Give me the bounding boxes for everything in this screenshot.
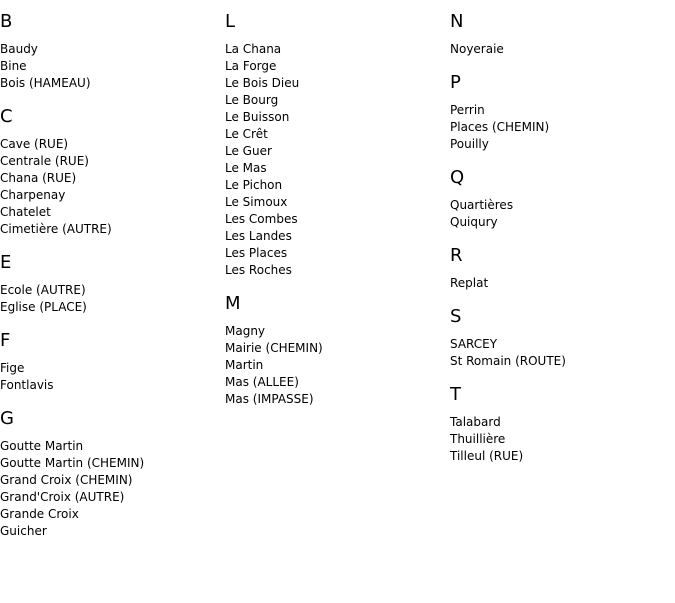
letter-heading: C	[0, 106, 13, 127]
street-link[interactable]: Magny	[225, 324, 266, 338]
letter-group	[225, 11, 445, 279]
street-link[interactable]: Les Places	[225, 246, 288, 260]
letter-heading: T	[450, 384, 461, 405]
letter-group	[450, 72, 670, 153]
street-list	[450, 197, 670, 231]
street-link[interactable]: Perrin	[450, 103, 485, 117]
street-link[interactable]: Mas (ALLEE)	[225, 375, 299, 389]
letter-group	[450, 11, 670, 58]
street-link[interactable]: Guicher	[0, 524, 47, 538]
letter-heading: L	[225, 11, 236, 32]
street-link[interactable]: Le Mas	[225, 161, 267, 175]
street-link[interactable]: Martin	[225, 358, 264, 372]
street-link[interactable]: Noyeraie	[450, 42, 504, 56]
letter-group	[450, 167, 670, 231]
street-list	[450, 414, 670, 465]
street-link[interactable]: Pouilly	[450, 137, 489, 151]
index-column-3	[450, 0, 670, 465]
street-link[interactable]: La Chana	[225, 42, 282, 56]
letter-heading: P	[450, 72, 461, 93]
street-link[interactable]: Le Guer	[225, 144, 272, 158]
street-link[interactable]: Eglise (PLACE)	[0, 300, 87, 314]
street-link[interactable]: Le Bois Dieu	[225, 76, 300, 90]
street-link[interactable]: Le Buisson	[225, 110, 290, 124]
street-link[interactable]: Bois (HAMEAU)	[0, 76, 91, 90]
letter-heading: E	[0, 252, 12, 273]
letter-group	[0, 11, 220, 92]
street-link[interactable]: Les Roches	[225, 263, 292, 277]
letter-heading: G	[0, 408, 14, 429]
street-link[interactable]: St Romain (ROUTE)	[450, 354, 566, 368]
street-link[interactable]: Chatelet	[0, 205, 51, 219]
street-link[interactable]: Mas (IMPASSE)	[225, 392, 314, 406]
street-link[interactable]: Quiqury	[450, 215, 498, 229]
letter-group	[450, 306, 670, 370]
street-list	[0, 41, 220, 92]
letter-heading: F	[0, 330, 11, 351]
street-list	[0, 282, 220, 316]
letter-heading: R	[450, 245, 463, 266]
letter-group	[450, 384, 670, 465]
street-link[interactable]: Ecole (AUTRE)	[0, 283, 86, 297]
street-link[interactable]: Chana (RUE)	[0, 171, 77, 185]
letter-group	[0, 330, 220, 394]
street-link[interactable]: Le Crêt	[225, 127, 268, 141]
street-link[interactable]: Tilleul (RUE)	[450, 449, 524, 463]
index-column-1	[0, 0, 220, 540]
letter-heading: N	[450, 11, 464, 32]
street-link[interactable]: Cimetière (AUTRE)	[0, 222, 112, 236]
letter-heading: M	[225, 293, 241, 314]
street-link[interactable]: Grand'Croix (AUTRE)	[0, 490, 125, 504]
street-link[interactable]: Le Bourg	[225, 93, 279, 107]
street-list	[0, 360, 220, 394]
street-link[interactable]: Les Landes	[225, 229, 292, 243]
street-link[interactable]: Cave (RUE)	[0, 137, 69, 151]
street-link[interactable]: Fontlavis	[0, 378, 54, 392]
letter-heading: S	[450, 306, 462, 327]
street-list	[450, 102, 670, 153]
street-list	[450, 41, 670, 58]
letter-group	[0, 408, 220, 540]
letter-group	[0, 106, 220, 238]
letter-heading: Q	[450, 167, 465, 188]
street-link[interactable]: Baudy	[0, 42, 38, 56]
street-list	[225, 41, 445, 279]
index-column-2	[225, 0, 445, 408]
street-link[interactable]: Mairie (CHEMIN)	[225, 341, 323, 355]
street-list	[0, 136, 220, 238]
street-list	[225, 323, 445, 408]
street-link[interactable]: Talabard	[450, 415, 501, 429]
letter-group	[0, 252, 220, 316]
street-link[interactable]: Le Simoux	[225, 195, 288, 209]
letter-heading: B	[0, 11, 13, 32]
street-link[interactable]: Thuillière	[450, 432, 506, 446]
letter-group	[450, 245, 670, 292]
street-link[interactable]: Replat	[450, 276, 489, 290]
street-link[interactable]: Goutte Martin (CHEMIN)	[0, 456, 145, 470]
street-link[interactable]: Grand Croix (CHEMIN)	[0, 473, 133, 487]
street-link[interactable]: Places (CHEMIN)	[450, 120, 550, 134]
street-list	[450, 275, 670, 292]
street-link[interactable]: Charpenay	[0, 188, 66, 202]
street-link[interactable]: Le Pichon	[225, 178, 283, 192]
street-list	[450, 336, 670, 370]
street-link[interactable]: Quartières	[450, 198, 514, 212]
street-link[interactable]: Centrale (RUE)	[0, 154, 89, 168]
letter-group	[225, 293, 445, 408]
street-link[interactable]: Goutte Martin	[0, 439, 84, 453]
street-link[interactable]: Les Combes	[225, 212, 298, 226]
street-link[interactable]: La Forge	[225, 59, 277, 73]
street-link[interactable]: Fige	[0, 361, 25, 375]
street-link[interactable]: SARCEY	[450, 337, 498, 351]
street-list	[0, 438, 220, 540]
street-link[interactable]: Grande Croix	[0, 507, 79, 521]
street-link[interactable]: Bine	[0, 59, 27, 73]
